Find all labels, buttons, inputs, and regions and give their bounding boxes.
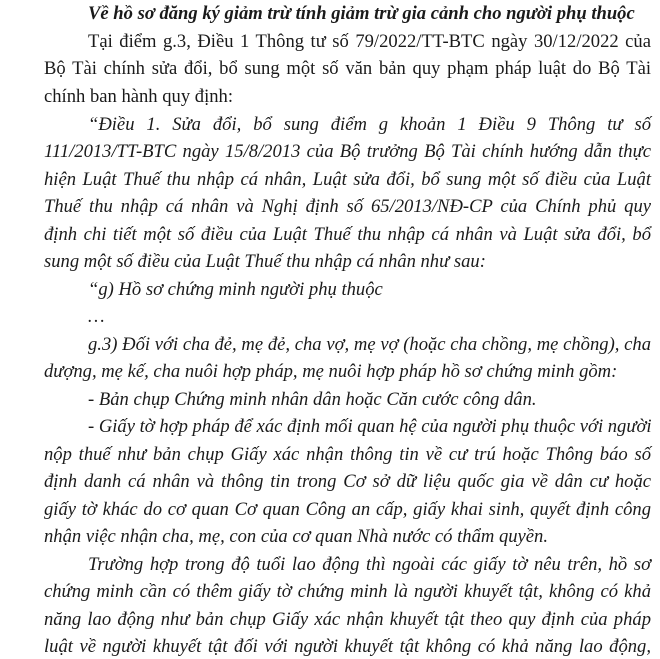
- quoted-line: luật về người khuyết tật đối với người khuyết tật không có khả năng lao động,: [44, 636, 651, 657]
- quoted-line: “Điều 1. Sửa đổi, bổ sung điểm g khoản 1 Điều 9 Thông tư số: [88, 114, 651, 135]
- section-heading: Về hồ sơ đăng ký giảm trừ tính giảm trừ gia cảnh cho người phụ thuộc: [88, 3, 635, 24]
- quoted-line: Trường hợp trong độ tuổi lao động thì ngoài các giấy tờ nêu trên, hồ sơ: [88, 554, 651, 575]
- quoted-line: dượng, mẹ kế, cha nuôi hợp pháp, mẹ nuôi hợp pháp hồ sơ chứng minh gồm:: [44, 361, 618, 382]
- quoted-line: chứng minh cần có thêm giấy tờ chứng minh là người khuyết tật, không có khả: [44, 581, 651, 602]
- quoted-line: Thuế thu nhập cá nhân và Nghị định số 65/2013/NĐ-CP của Chính phủ quy: [44, 196, 651, 217]
- quoted-line: hiện Luật Thuế thu nhập cá nhân, Luật sửa đổi, bổ sung một số điều của Luật: [44, 169, 651, 190]
- quoted-line: định chi tiết một số điều của Luật Thuế thu nhập cá nhân và Luật sửa đổi, bổ: [44, 224, 651, 245]
- quoted-line: “g) Hồ sơ chứng minh người phụ thuộc: [88, 279, 383, 300]
- quoted-line: - Giấy tờ hợp pháp để xác định mối quan hệ của người phụ thuộc với người: [88, 416, 652, 437]
- quoted-line: nhận việc nhận cha, mẹ, con của cơ quan Nhà nước có thẩm quyền.: [44, 526, 549, 547]
- paragraph-line: Tại điểm g.3, Điều 1 Thông tư số 79/2022/TT-BTC ngày 30/12/2022 của: [88, 31, 651, 52]
- ellipsis-line: …: [88, 306, 105, 327]
- quoted-line: - Bản chụp Chứng minh nhân dân hoặc Căn cước công dân.: [88, 389, 537, 410]
- quoted-line: 111/2013/TT-BTC ngày 15/8/2013 của Bộ trưởng Bộ Tài chính hướng dẫn thực: [44, 141, 651, 162]
- quoted-line: nộp thuế như bản chụp Giấy xác nhận thông tin về cư trú hoặc Thông báo số: [44, 444, 651, 465]
- quoted-line: sung một số điều của Luật Thuế thu nhập cá nhân như sau:: [44, 251, 486, 272]
- paragraph-line: Bộ Tài chính sửa đổi, bổ sung một số văn bản quy phạm pháp luật do Bộ Tài: [44, 58, 651, 79]
- paragraph-line: chính ban hành quy định:: [44, 86, 234, 107]
- quoted-line: g.3) Đối với cha đẻ, mẹ đẻ, cha vợ, mẹ vợ (hoặc cha chồng, mẹ chồng), cha: [88, 334, 651, 355]
- quoted-line: giấy tờ khác do cơ quan Cơ quan Công an cấp, giấy khai sinh, quyết định công: [44, 499, 651, 520]
- quoted-line: định danh cá nhân và thông tin trong Cơ sở dữ liệu quốc gia về dân cư hoặc: [44, 471, 651, 492]
- quoted-line: năng lao động như bản chụp Giấy xác nhận khuyết tật theo quy định của pháp: [44, 609, 651, 630]
